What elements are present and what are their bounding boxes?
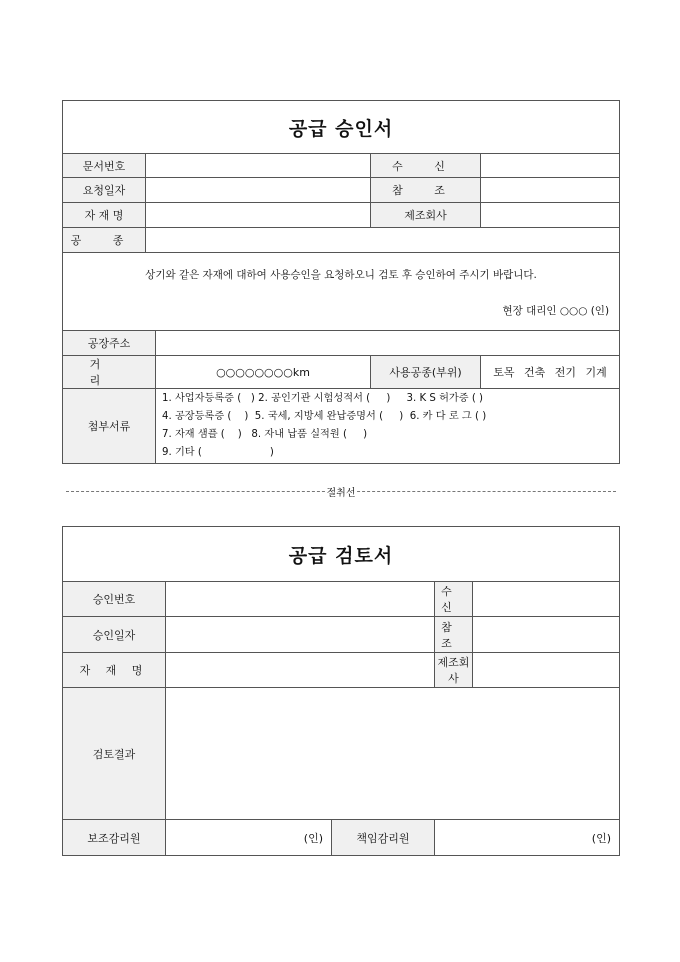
factory-address-value[interactable] xyxy=(156,331,620,356)
approval-no-value[interactable] xyxy=(166,582,435,617)
material-label: 자 재 명 xyxy=(63,203,146,228)
material-value[interactable] xyxy=(166,653,435,688)
manufacturer-value[interactable] xyxy=(473,653,620,688)
attachment-line[interactable]: 9. 기타 ( ) xyxy=(162,447,274,458)
approval-date-value[interactable] xyxy=(166,617,435,653)
supply-approval-form xyxy=(62,100,620,464)
chief-supervisor-seal[interactable]: (인) xyxy=(435,820,620,856)
usage-label: 사용공종(부위) xyxy=(371,356,481,389)
attachments-label: 첨부서류 xyxy=(63,389,156,464)
assistant-supervisor-label: 보조감리원 xyxy=(63,820,166,856)
form-title: 공급 승인서 xyxy=(63,101,620,154)
manufacturer-label: 제조회사 xyxy=(371,203,481,228)
attachment-line[interactable]: 1. 사업자등록증 ( ) 2. 공인기관 시험성적서 ( ) 3. K S 허가증 ( ) xyxy=(162,393,484,404)
manufacturer-label: 제조회사 xyxy=(435,653,473,688)
manufacturer-value[interactable] xyxy=(481,203,620,228)
cut-line-label: 절취선 xyxy=(326,488,356,499)
chief-supervisor-label: 책임감리원 xyxy=(332,820,435,856)
reference-label: 참 조 xyxy=(371,178,481,203)
approval-no-label: 승인번호 xyxy=(63,582,166,617)
receiver-value[interactable] xyxy=(481,154,620,178)
distance-value[interactable]: ○○○○○○○○km xyxy=(156,356,371,389)
cut-line xyxy=(66,484,616,498)
reference-value[interactable] xyxy=(473,617,620,653)
factory-address-label: 공장주소 xyxy=(63,331,156,356)
notice-text: 상기와 같은 자재에 대하여 사용승인을 요청하오니 검토 후 승인하여 주시기 바랍니다. xyxy=(145,269,537,281)
distance-label: 거 리 xyxy=(63,356,156,389)
request-date-value[interactable] xyxy=(146,178,371,203)
attachment-line[interactable]: 7. 자재 샘플 ( ) 8. 자내 납품 실적원 ( ) xyxy=(162,429,368,440)
request-date-label: 요청일자 xyxy=(63,178,146,203)
usage-value[interactable]: 토목 건축 전기 기계 xyxy=(481,356,620,389)
attachment-line[interactable]: 4. 공장등록증 ( ) 5. 국세, 지방세 완납증명서 ( ) 6. 카 다 로 그 ( ) xyxy=(162,411,487,422)
site-agent-signature: 현장 대리인 ○○○ (인) xyxy=(502,305,610,317)
material-label: 자 재 명 xyxy=(63,653,166,688)
receiver-label: 수 신 xyxy=(371,154,481,178)
receiver-value[interactable] xyxy=(473,582,620,617)
reference-value[interactable] xyxy=(481,178,620,203)
reference-label: 참 조 xyxy=(435,617,473,653)
doc-no-value[interactable] xyxy=(146,154,371,178)
doc-no-label: 문서번호 xyxy=(63,154,146,178)
notice-section xyxy=(63,253,620,331)
form-title: 공급 검토서 xyxy=(63,527,620,582)
review-result-label: 검토결과 xyxy=(63,688,166,820)
supply-review-form xyxy=(62,526,620,856)
attachments-list xyxy=(156,389,620,464)
work-type-value[interactable] xyxy=(146,228,620,253)
assistant-supervisor-seal[interactable]: (인) xyxy=(166,820,332,856)
work-type-label: 공 종 xyxy=(63,228,146,253)
approval-date-label: 승인일자 xyxy=(63,617,166,653)
review-result-value[interactable] xyxy=(166,688,620,820)
material-value[interactable] xyxy=(146,203,371,228)
receiver-label: 수 신 xyxy=(435,582,473,617)
